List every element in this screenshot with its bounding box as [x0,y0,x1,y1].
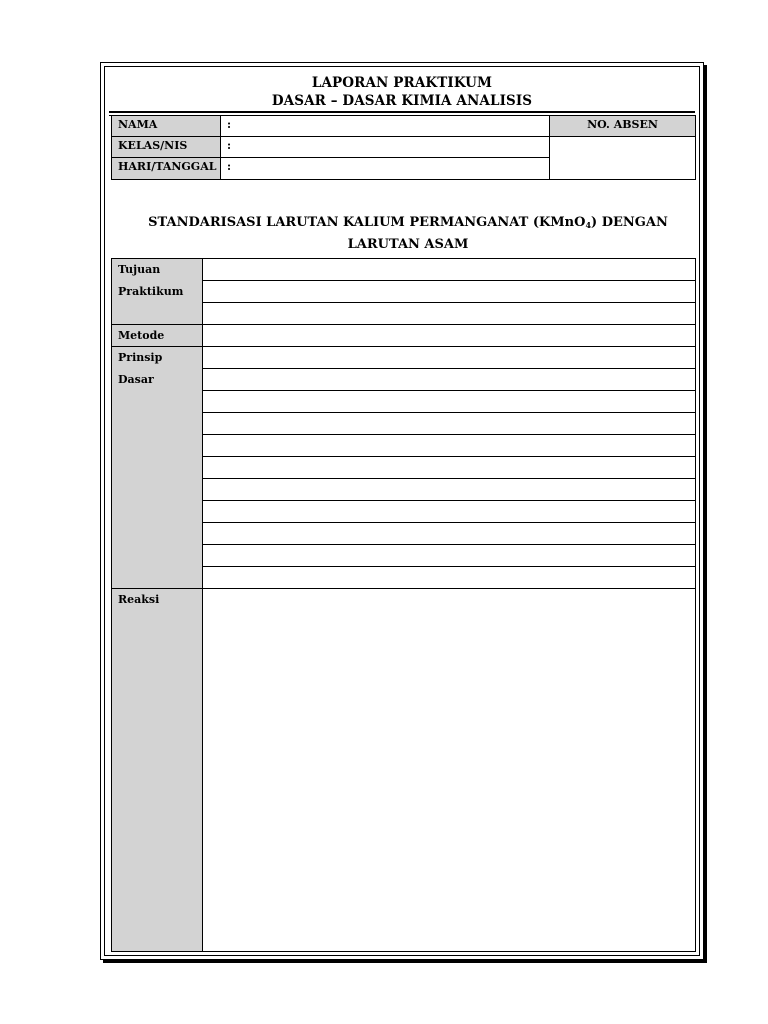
prinsip-answer-line[interactable] [202,434,696,457]
nama-field[interactable]: : [220,115,550,137]
no-absen-field[interactable] [549,136,696,180]
header-rule-thick [109,111,695,113]
prinsip-answer-line[interactable] [202,522,696,545]
prinsip-answer-line[interactable] [202,390,696,413]
metode-answer-line[interactable] [202,324,696,347]
prinsip-dasar-label: Prinsip Dasar [111,346,203,589]
subject-line1-text: STANDARISASI LARUTAN KALIUM PERMANGANAT (KMnO [148,215,586,230]
prinsip-answer-line[interactable] [202,566,696,589]
tujuan-answer-line[interactable] [202,302,696,325]
tujuan-answer-line[interactable] [202,280,696,303]
hari-tanggal-field[interactable]: : [220,157,550,180]
prinsip-answer-line[interactable] [202,412,696,435]
tujuan-answer-line[interactable] [202,258,696,281]
prinsip-answer-line[interactable] [202,346,696,369]
no-absen-label: NO. ABSEN [549,115,696,137]
hari-tanggal-label: HARI/TANGGAL [111,157,221,180]
metode-label: Metode [111,324,203,347]
tujuan-praktikum-label: Tujuan Praktikum [111,258,203,325]
prinsip-answer-line[interactable] [202,544,696,567]
reaksi-answer-box[interactable] [202,588,696,952]
kelas-nis-field[interactable]: : [220,136,550,158]
nama-label: NAMA [111,115,221,137]
report-title: LAPORAN PRAKTIKUM [311,75,493,91]
report-form-inner-border [104,66,700,956]
prinsip-answer-line[interactable] [202,500,696,523]
kelas-nis-label: KELAS/NIS [111,136,221,158]
reaksi-label: Reaksi [111,588,203,952]
prinsip-answer-line[interactable] [202,478,696,501]
report-subtitle: DASAR – DASAR KIMIA ANALISIS [271,93,533,109]
subject-line1-end-text: ) DENGAN LARUTAN ASAM [347,215,668,252]
prinsip-answer-line[interactable] [202,368,696,391]
prinsip-answer-line[interactable] [202,456,696,479]
subscript: 4 [585,220,592,230]
report-form-frame [100,62,704,960]
